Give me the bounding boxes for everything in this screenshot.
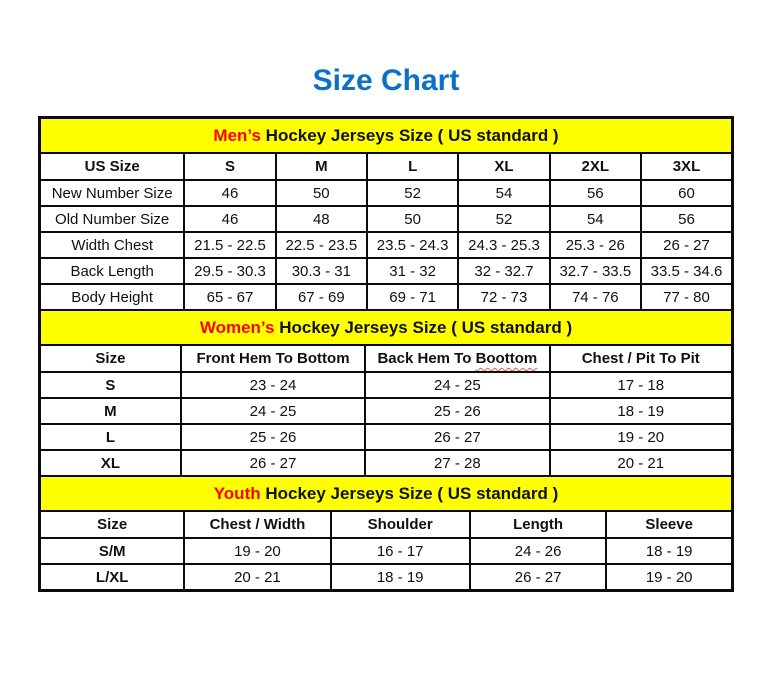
womens-section-band bbox=[40, 311, 733, 345]
row-label: Back Length bbox=[40, 258, 185, 284]
size-value-cell: 24 - 25 bbox=[365, 372, 549, 398]
mens-col-l: L bbox=[367, 153, 458, 180]
womens-section-rest: Hockey Jerseys Size ( US standard ) bbox=[274, 317, 573, 337]
back-hem-misspelled-word: Boottom bbox=[475, 350, 538, 367]
size-value-cell: 22.5 - 23.5 bbox=[276, 232, 367, 258]
size-value-cell: 24.3 - 25.3 bbox=[458, 232, 549, 258]
size-value-cell: 50 bbox=[276, 180, 367, 206]
size-value-cell: 31 - 32 bbox=[367, 258, 458, 284]
page-title: Size Chart bbox=[312, 64, 460, 97]
size-value-cell: 20 - 21 bbox=[550, 450, 733, 476]
size-value-cell: 48 bbox=[276, 206, 367, 232]
size-value-cell: 46 bbox=[184, 180, 275, 206]
mens-col-s: S bbox=[184, 153, 275, 180]
size-value-cell: 21.5 - 22.5 bbox=[184, 232, 275, 258]
table-row bbox=[40, 258, 733, 284]
size-value-cell: 20 - 21 bbox=[184, 564, 330, 591]
size-value-cell: 60 bbox=[641, 180, 733, 206]
table-row bbox=[40, 538, 733, 564]
size-value-cell: 19 - 20 bbox=[550, 424, 733, 450]
mens-section-rest: Hockey Jerseys Size ( US standard ) bbox=[260, 125, 559, 145]
size-value-cell: 16 - 17 bbox=[331, 538, 470, 564]
youth-col-length: Length bbox=[470, 511, 607, 538]
womens-col-size: Size bbox=[40, 345, 181, 372]
womens-col-front-hem: Front Hem To Bottom bbox=[181, 345, 365, 372]
table-row bbox=[40, 398, 733, 424]
size-value-cell: 19 - 20 bbox=[184, 538, 330, 564]
size-value-cell: 17 - 18 bbox=[550, 372, 733, 398]
size-value-cell: 74 - 76 bbox=[550, 284, 641, 310]
row-label: Body Height bbox=[40, 284, 185, 310]
mens-col-m: M bbox=[276, 153, 367, 180]
row-label: L/XL bbox=[40, 564, 185, 591]
youth-size-table bbox=[38, 477, 734, 592]
size-value-cell: 24 - 26 bbox=[470, 538, 607, 564]
size-value-cell: 32 - 32.7 bbox=[458, 258, 549, 284]
size-value-cell: 67 - 69 bbox=[276, 284, 367, 310]
table-row bbox=[40, 232, 733, 258]
mens-section-title bbox=[40, 118, 733, 154]
womens-section-highlight: Women’s bbox=[199, 317, 275, 337]
mens-col-xl: XL bbox=[458, 153, 549, 180]
womens-col-back-hem bbox=[365, 345, 549, 372]
youth-col-sleeve: Sleeve bbox=[606, 511, 732, 538]
size-value-cell: 26 - 27 bbox=[641, 232, 733, 258]
size-value-cell: 26 - 27 bbox=[365, 424, 549, 450]
size-value-cell: 77 - 80 bbox=[641, 284, 733, 310]
size-value-cell: 69 - 71 bbox=[367, 284, 458, 310]
size-value-cell: 18 - 19 bbox=[606, 538, 732, 564]
size-value-cell: 30.3 - 31 bbox=[276, 258, 367, 284]
row-label: Old Number Size bbox=[40, 206, 185, 232]
mens-section-band bbox=[40, 118, 733, 154]
table-row bbox=[40, 450, 733, 476]
size-value-cell: 54 bbox=[550, 206, 641, 232]
row-label: S/M bbox=[40, 538, 185, 564]
row-label: New Number Size bbox=[40, 180, 185, 206]
youth-column-header-row bbox=[40, 511, 733, 538]
size-value-cell: 54 bbox=[458, 180, 549, 206]
size-value-cell: 26 - 27 bbox=[470, 564, 607, 591]
youth-section-rest: Hockey Jerseys Size ( US standard ) bbox=[260, 483, 559, 503]
size-value-cell: 18 - 19 bbox=[331, 564, 470, 591]
mens-size-table bbox=[38, 116, 734, 311]
mens-section-highlight: Men’s bbox=[213, 125, 261, 145]
row-label: XL bbox=[40, 450, 181, 476]
youth-section-highlight: Youth bbox=[213, 483, 261, 503]
row-label: S bbox=[40, 372, 181, 398]
table-row bbox=[40, 284, 733, 310]
youth-section-band bbox=[40, 477, 733, 511]
womens-section-title bbox=[40, 311, 733, 345]
mens-col-2xl: 2XL bbox=[550, 153, 641, 180]
size-value-cell: 52 bbox=[458, 206, 549, 232]
table-row bbox=[40, 206, 733, 232]
size-value-cell: 23 - 24 bbox=[181, 372, 365, 398]
table-row bbox=[40, 424, 733, 450]
row-label: Width Chest bbox=[40, 232, 185, 258]
womens-size-table bbox=[38, 311, 734, 477]
size-value-cell: 27 - 28 bbox=[365, 450, 549, 476]
table-row bbox=[40, 564, 733, 591]
size-value-cell: 25 - 26 bbox=[181, 424, 365, 450]
size-value-cell: 52 bbox=[367, 180, 458, 206]
youth-section-title bbox=[40, 477, 733, 511]
size-value-cell: 19 - 20 bbox=[606, 564, 732, 591]
size-value-cell: 56 bbox=[641, 206, 733, 232]
size-value-cell: 56 bbox=[550, 180, 641, 206]
row-label: M bbox=[40, 398, 181, 424]
size-value-cell: 50 bbox=[367, 206, 458, 232]
youth-col-shoulder: Shoulder bbox=[331, 511, 470, 538]
size-value-cell: 25.3 - 26 bbox=[550, 232, 641, 258]
size-value-cell: 24 - 25 bbox=[181, 398, 365, 424]
size-value-cell: 23.5 - 24.3 bbox=[367, 232, 458, 258]
size-value-cell: 29.5 - 30.3 bbox=[184, 258, 275, 284]
size-value-cell: 65 - 67 bbox=[184, 284, 275, 310]
back-hem-prefix: Back Hem To bbox=[377, 350, 476, 367]
size-value-cell: 18 - 19 bbox=[550, 398, 733, 424]
size-chart-page bbox=[38, 0, 734, 592]
size-value-cell: 72 - 73 bbox=[458, 284, 549, 310]
womens-column-header-row bbox=[40, 345, 733, 372]
size-value-cell: 33.5 - 34.6 bbox=[641, 258, 733, 284]
mens-col-3xl: 3XL bbox=[641, 153, 733, 180]
row-label: L bbox=[40, 424, 181, 450]
size-value-cell: 26 - 27 bbox=[181, 450, 365, 476]
youth-col-size: Size bbox=[40, 511, 185, 538]
womens-col-chest: Chest / Pit To Pit bbox=[550, 345, 733, 372]
size-value-cell: 32.7 - 33.5 bbox=[550, 258, 641, 284]
size-value-cell: 46 bbox=[184, 206, 275, 232]
mens-col-us-size: US Size bbox=[40, 153, 185, 180]
table-row bbox=[40, 180, 733, 206]
size-value-cell: 25 - 26 bbox=[365, 398, 549, 424]
mens-column-header-row bbox=[40, 153, 733, 180]
table-row bbox=[40, 372, 733, 398]
youth-col-chest-width: Chest / Width bbox=[184, 511, 330, 538]
